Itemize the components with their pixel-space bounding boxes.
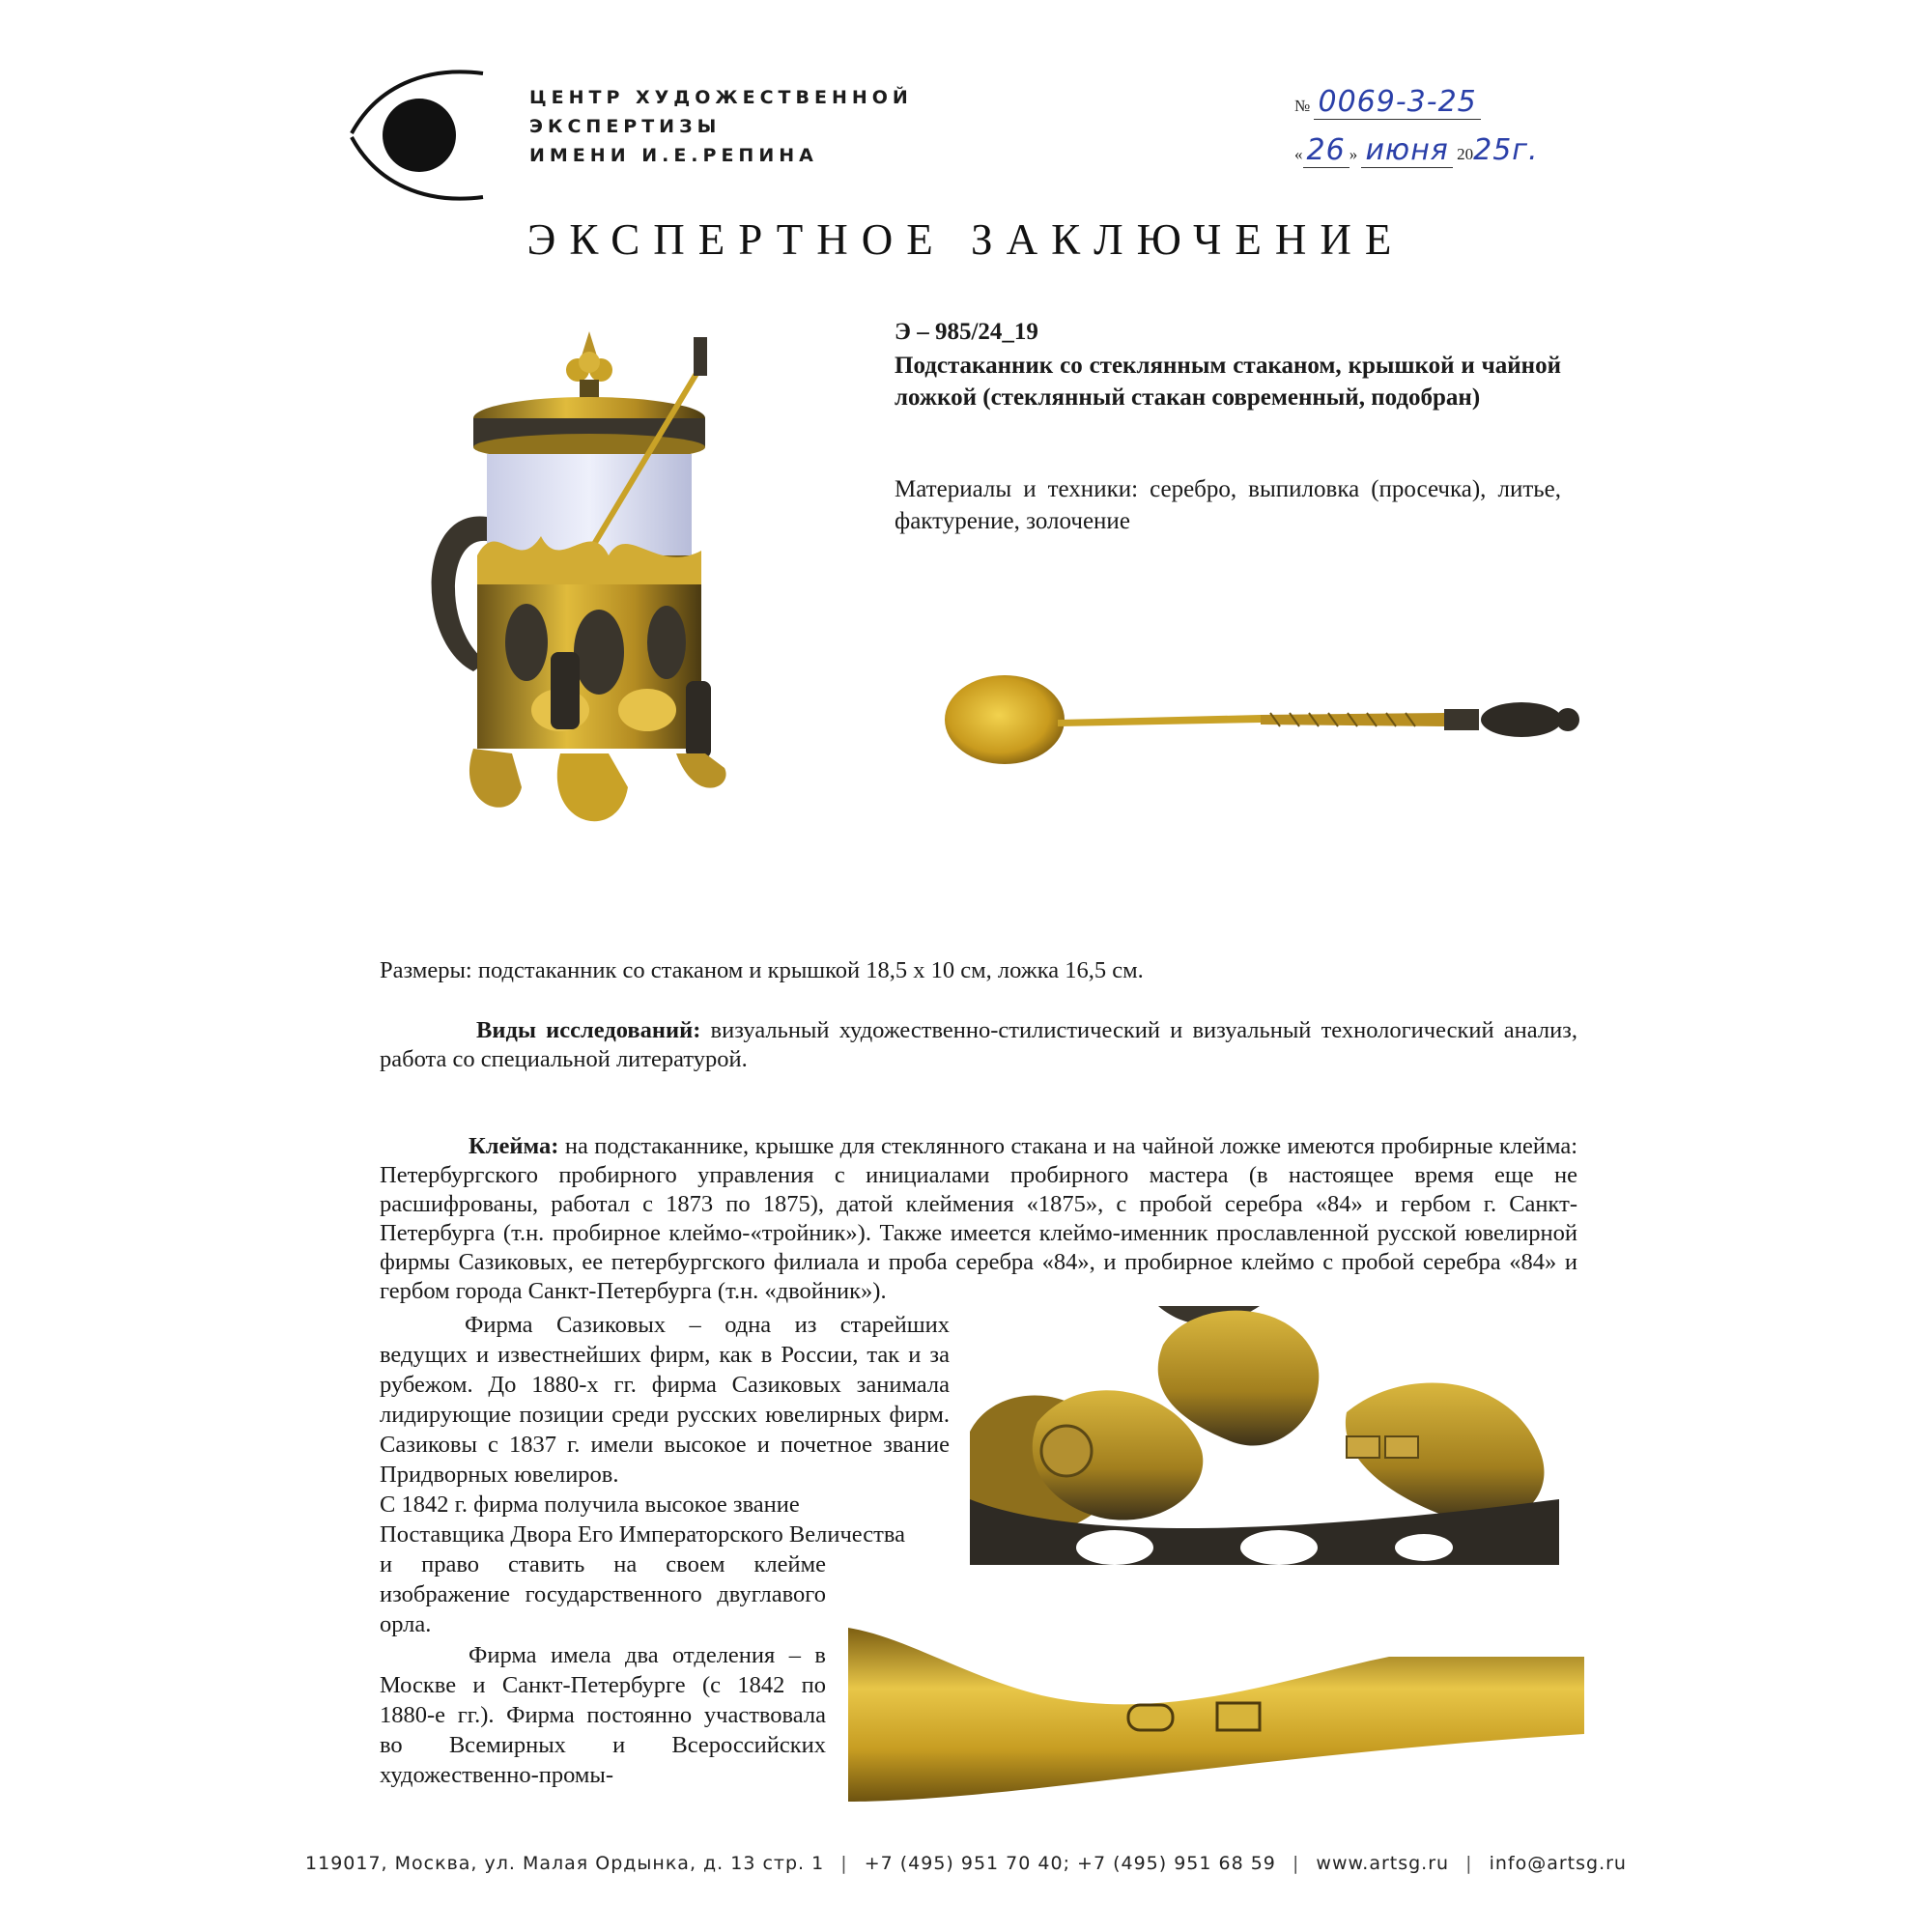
organization-name: [529, 83, 913, 170]
firm-para1-line3: Поставщика Двора Его Императорского Величества: [380, 1521, 905, 1548]
photo-hallmarks-spoon: [848, 1618, 1584, 1802]
firm-paragraph-1: [380, 1310, 950, 1490]
footer-email-link[interactable]: info@artsg.ru: [1489, 1853, 1627, 1874]
marks-paragraph: [380, 1132, 1577, 1306]
eye-icon: [338, 58, 512, 213]
footer-phones: +7 (495) 951 70 40; +7 (495) 951 68 59: [864, 1853, 1276, 1874]
firm-para1-tail: и право ставить на своем клейме изображение государственного двуглавого орла.: [380, 1551, 826, 1637]
marks-label: Клейма:: [469, 1133, 559, 1159]
item-code: Э – 985/24_19: [895, 319, 1038, 345]
item-materials: Материалы и техники: серебро, выпиловка (просечка), литье, фактурение, золочение: [895, 476, 1561, 534]
footer-website-link[interactable]: www.artsg.ru: [1316, 1853, 1450, 1874]
date-close-quote: »: [1349, 145, 1358, 163]
date-month: июня: [1361, 133, 1452, 168]
registration-date-line: [1294, 133, 1539, 167]
marks-text: на подстаканнике, крышке для стеклянного стакана и на чайной ложке имеются пробирные клейма: Петербургского пробирного управления с инициалами пробирного мастера (в настоящее время еще не расшифрованы, работал с 1873 по 1875), датой клеймения «1875», с пробой серебра «84» и гербом г. Санкт-Петербурга (т.н. пробирное клеймо-«тройник»). Также имеется клеймо-именник прославленной русской ювелирной фирмы Сазиковых, ее петербургского филиала и проба серебра «84», и пробирное клеймо с пробой серебра «84» и гербом города Санкт-Петербурга (т.н. «двойник»).: [380, 1133, 1577, 1304]
org-line-3: ИМЕНИ И.Е.РЕПИНА: [529, 145, 818, 166]
date-day: 26: [1303, 133, 1350, 168]
dimensions: Размеры: подстаканник со стаканом и крышкой 18,5 х 10 см, ложка 16,5 см.: [380, 957, 1144, 983]
registration-number: 0069-3-25: [1314, 85, 1480, 120]
studies-label: Виды исследований:: [476, 1017, 701, 1043]
firm-para1-line2: С 1842 г. фирма получила высокое звание: [380, 1492, 800, 1518]
footer-contacts: [0, 1853, 1932, 1874]
item-name: Подстаканник со стеклянным стаканом, крышкой и чайной ложкой (стеклянный стакан современный, подобран): [895, 353, 1561, 411]
footer-separator: |: [1292, 1853, 1300, 1874]
org-line-2: ЭКСПЕРТИЗЫ: [529, 116, 722, 137]
photo-glass-holder: [406, 324, 753, 874]
document-title: ЭКСПЕРТНОЕ ЗАКЛЮЧЕНИЕ: [526, 215, 1406, 264]
number-sign: №: [1294, 97, 1311, 115]
photo-spoon: [942, 667, 1589, 773]
date-year-prefix: 20: [1457, 145, 1474, 163]
footer-separator: |: [1465, 1853, 1473, 1874]
registration-number-line: [1294, 85, 1481, 119]
logo-eye: [338, 58, 512, 213]
footer-address: 119017, Москва, ул. Малая Ордынка, д. 13 стр. 1: [305, 1853, 825, 1874]
org-line-1: ЦЕНТР ХУДОЖЕСТВЕННОЙ: [529, 87, 913, 108]
studies-paragraph: [380, 1016, 1577, 1074]
studies-text: визуальный художественно-стилистический и визуальный технологический анализ, работа со специальной литературой.: [380, 1017, 1577, 1072]
firm-para1-text: Фирма Сазиковых – одна из старейших ведущих и известнейших фирм, как в России, так и за рубежом. До 1880-х гг. фирма Сазиковых занимала лидирующие позиции среди русских ювелирных фирм. Сазиковы с 1837 г. имели высокое и почетное звание Придворных ювелиров.: [380, 1312, 950, 1488]
date-open-quote: «: [1294, 145, 1303, 163]
date-year-suffix: 25г.: [1473, 133, 1539, 167]
footer-separator: |: [840, 1853, 848, 1874]
photo-hallmarks-holder: [970, 1306, 1559, 1565]
firm-paragraph-2: Фирма имела два отделения – в Москве и Санкт-Петербурге (с 1842 по 1880-е гг.). Фирма постоянно участвовала во Всемирных и Всероссийских художественно-промы-: [380, 1642, 826, 1788]
